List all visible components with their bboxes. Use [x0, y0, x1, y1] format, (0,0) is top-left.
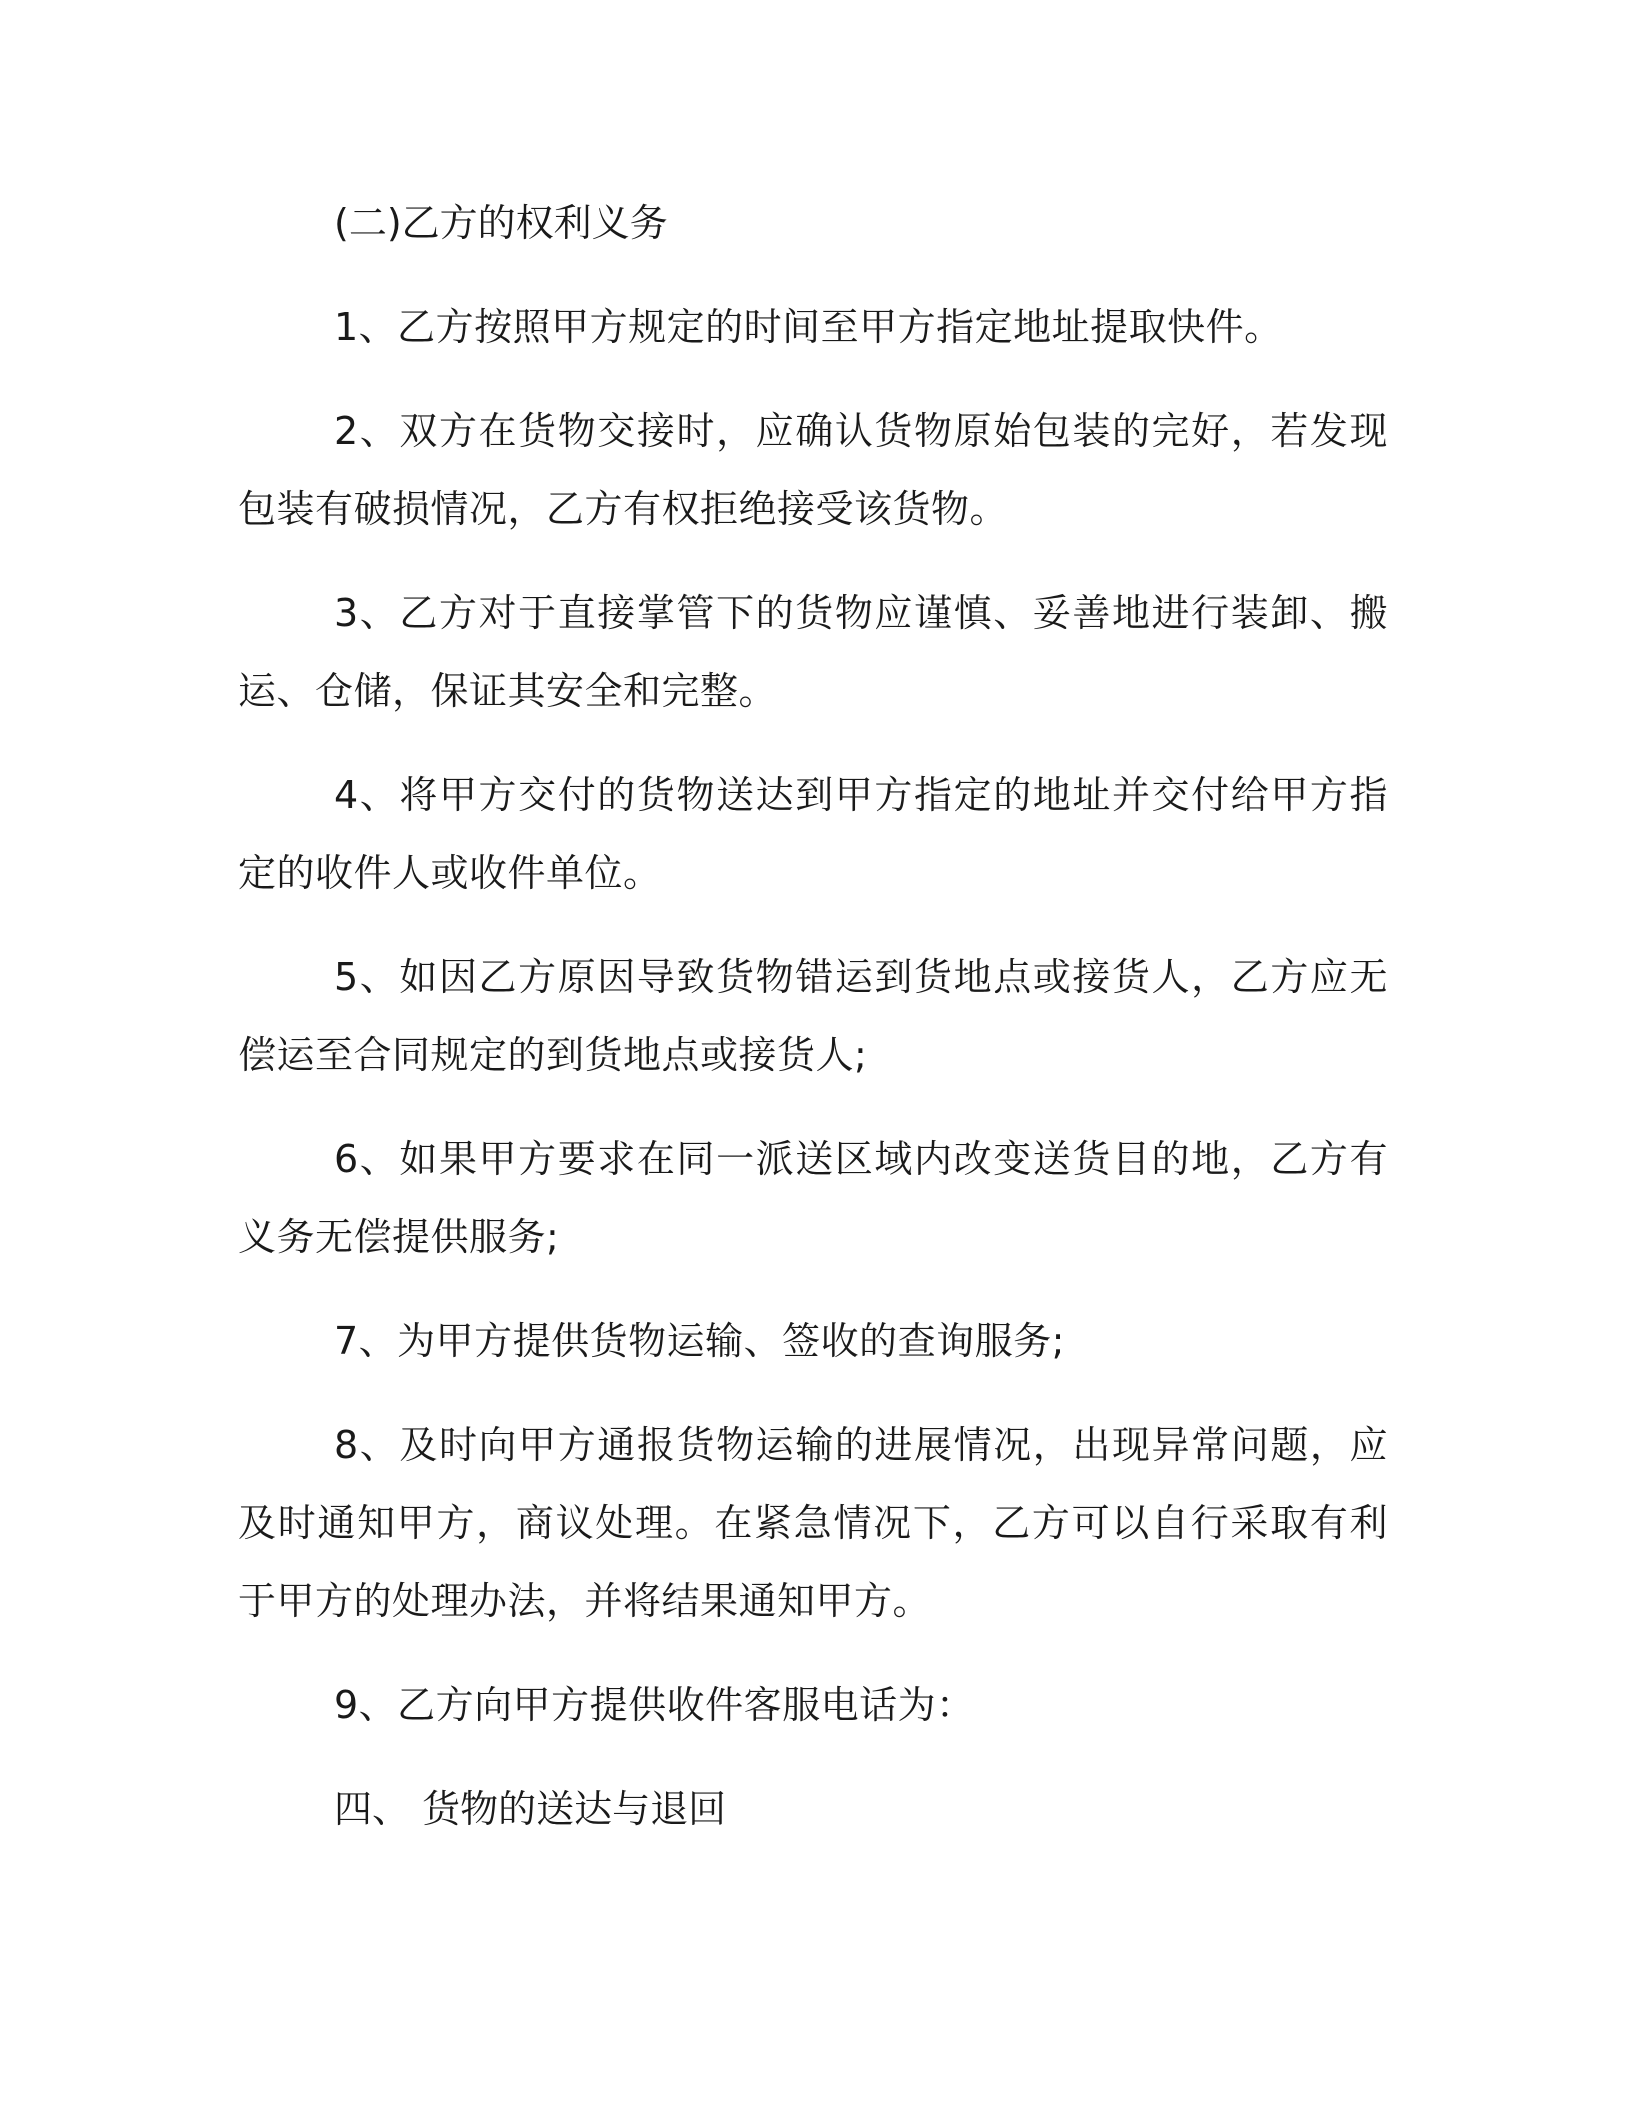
- clause-4: 4、将甲方交付的货物送达到甲方指定的地址并交付给甲方指定的收件人或收件单位。: [238, 773, 1388, 895]
- clause-8: 8、及时向甲方通报货物运输的进展情况，出现异常问题，应及时通知甲方，商议处理。在紧急情况下，乙方可以自行采取有利于甲方的处理办法，并将结果通知甲方。: [238, 1423, 1388, 1623]
- next-section-title: 四、 货物的送达与退回: [334, 1787, 727, 1831]
- document-body: [238, 184, 1388, 1874]
- clause-9: 9、乙方向甲方提供收件客服电话为：: [334, 1683, 975, 1727]
- clause-7: 7、为甲方提供货物运输、签收的查询服务;: [334, 1319, 1065, 1363]
- clause-1: 1、乙方按照甲方规定的时间至甲方指定地址提取快件。: [334, 305, 1283, 349]
- section-title: (二)乙方的权利义务: [334, 201, 668, 245]
- clause-6: 6、如果甲方要求在同一派送区域内改变送货目的地，乙方有义务无偿提供服务;: [238, 1137, 1388, 1259]
- clause-5: 5、如因乙方原因导致货物错运到货地点或接货人，乙方应无偿运至合同规定的到货地点或接货人;: [238, 955, 1388, 1077]
- clause-3: 3、乙方对于直接掌管下的货物应谨慎、妥善地进行装卸、搬运、仓储，保证其安全和完整。: [238, 591, 1388, 713]
- clause-2: 2、双方在货物交接时，应确认货物原始包装的完好，若发现包装有破损情况，乙方有权拒绝接受该货物。: [238, 409, 1388, 531]
